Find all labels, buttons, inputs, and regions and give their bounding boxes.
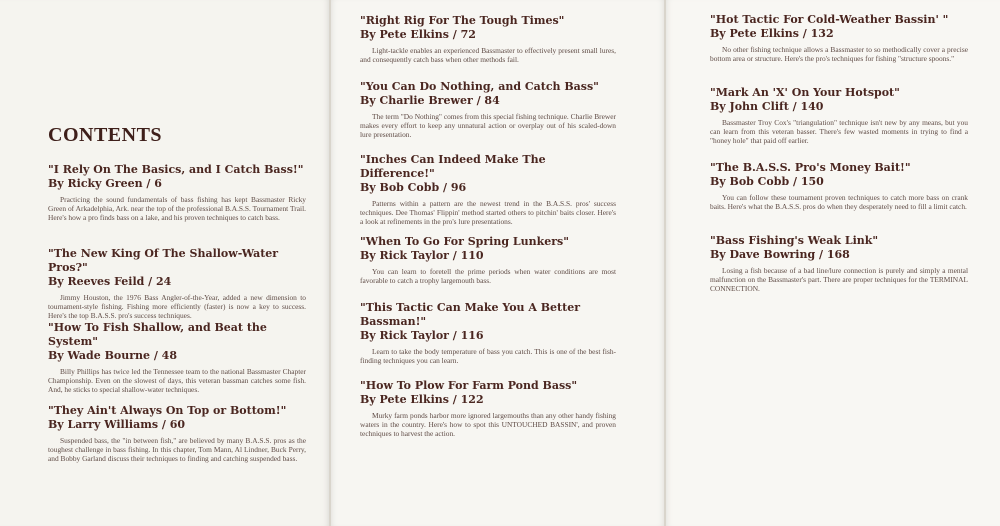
toc-entry <box>48 163 306 223</box>
entry-byline: By Reeves Feild / 24 <box>48 275 172 288</box>
entry-description: Patterns within a pattern are the newest trend in the B.A.S.S. pros' success techniques. Dee Thomas' Flippin' method started others to pitchin' baits closer. Here's a look at refinements in the pro's lure presentations. <box>360 199 616 227</box>
entry-byline: By Charlie Brewer / 84 <box>360 94 500 107</box>
toc-entry <box>710 86 968 146</box>
entry-description: Learn to take the body temperature of bass you catch. This is one of the best fish-finding techniques you can learn. <box>360 347 616 366</box>
entry-title: "You Can Do Nothing, and Catch Bass" <box>360 80 599 93</box>
contents-heading: CONTENTS <box>48 124 163 146</box>
entry-description: Jimmy Houston, the 1976 Bass Angler-of-the-Year, added a new dimension to tournament-style fishing. Fishing more efficiently (faster) is now a key to success. Here's the top B.A.S.S. pro's success techniques. <box>48 293 306 321</box>
toc-entry <box>48 247 306 321</box>
entry-description: Billy Phillips has twice led the Tennessee team to the national Bassmaster Chapter Championship. Even on the slowest of days, this veteran bassman catches some fish. And, he sticks to special shallow-water techniques. <box>48 367 306 395</box>
toc-entry <box>48 404 306 464</box>
entry-title: "This Tactic Can Make You A Better Bassman!" <box>360 301 580 328</box>
toc-entry <box>360 80 616 140</box>
entry-description: You can learn to foretell the prime periods when water conditions are most favorable to catch a trophy largemouth bass. <box>360 267 616 286</box>
entry-byline: By Pete Elkins / 122 <box>360 393 484 406</box>
entry-title: "Right Rig For The Tough Times" <box>360 14 565 27</box>
entry-title: "They Ain't Always On Top or Bottom!" <box>48 404 287 417</box>
entry-title: "How To Plow For Farm Pond Bass" <box>360 379 578 392</box>
entry-description: Light-tackle enables an experienced Bassmaster to effectively present small lures, and consequently catch bass when other methods fail. <box>360 46 616 65</box>
entry-title: "The B.A.S.S. Pro's Money Bait!" <box>710 161 911 174</box>
toc-entry <box>360 379 616 439</box>
entry-byline: By Rick Taylor / 116 <box>360 329 484 342</box>
entry-byline: By Pete Elkins / 132 <box>710 27 834 40</box>
toc-entry <box>710 234 968 294</box>
entry-title: "When To Go For Spring Lunkers" <box>360 235 569 248</box>
entry-title: "The New King Of The Shallow-Water Pros?" <box>48 247 279 274</box>
entry-description: Losing a fish because of a bad line/lure connection is purely and simply a mental malfunction on the Bassmaster's part. There are proper techniques for the TERMINAL CONNECTION. <box>710 266 968 294</box>
entry-byline: By Larry Williams / 60 <box>48 418 186 431</box>
toc-entry <box>360 235 616 285</box>
entry-title: "Inches Can Indeed Make The Difference!" <box>360 153 546 180</box>
entry-title: "I Rely On The Basics, and I Catch Bass!" <box>48 163 304 176</box>
entry-description: The term "Do Nothing" comes from this special fishing technique. Charlie Brewer makes every effort to keep any unnatural action or overplay out of his scaled-down lure presentation. <box>360 112 616 140</box>
toc-entry <box>710 161 968 211</box>
entry-byline: By Pete Elkins / 72 <box>360 28 476 41</box>
entry-title: "Mark An 'X' On Your Hotspot" <box>710 86 900 99</box>
entry-description: Bassmaster Troy Cox's "triangulation" technique isn't new by any means, but you can learn from this veteran basser. There's few wasted moments in trying to find a "honey hole" that paid off earlier. <box>710 118 968 146</box>
entry-description: No other fishing technique allows a Bassmaster to so methodically cover a precise bottom area or structure. Here's the pro's techniques for fishing "structure spoons." <box>710 45 968 64</box>
entry-description: Murky farm ponds harbor more ignored largemouths than any other handy fishing waters in the country. Here's how to spot this UNTOUCHED BASSIN', and proven techniques to harvest the action. <box>360 411 616 439</box>
toc-entry <box>360 153 616 227</box>
toc-entry <box>48 321 306 395</box>
entry-byline: By Rick Taylor / 110 <box>360 249 484 262</box>
toc-entry <box>360 301 616 365</box>
page-gutter <box>329 0 331 526</box>
entry-title: "Hot Tactic For Cold-Weather Bassin' " <box>710 13 949 26</box>
entry-description: Practicing the sound fundamentals of bass fishing has kept Bassmaster Ricky Green of Arkadelphia, Ark. near the top of the professional B.A.S.S. Tournament Trail. Here's how a pro finds bass on a lake, and his proven techniques to catch bass. <box>48 195 306 223</box>
entry-title: "How To Fish Shallow, and Beat the System" <box>48 321 267 348</box>
entry-byline: By Dave Bowring / 168 <box>710 248 850 261</box>
entry-title: "Bass Fishing's Weak Link" <box>710 234 879 247</box>
toc-entry <box>360 14 616 64</box>
entry-description: Suspended bass, the "in between fish," are believed by many B.A.S.S. pros as the toughest challenge in bass fishing. In this chapter, Tom Mann, Al Lindner, Buck Perry, and Bobby Garland discuss their techniques to finding and catching suspended bass. <box>48 436 306 464</box>
entry-byline: By Wade Bourne / 48 <box>48 349 177 362</box>
entry-byline: By Ricky Green / 6 <box>48 177 162 190</box>
entry-byline: By Bob Cobb / 96 <box>360 181 467 194</box>
entry-description: You can follow these tournament proven techniques to catch more bass on crank baits. Here's what the B.A.S.S. pros do when they desperately need to fill a limit catch. <box>710 193 968 212</box>
entry-byline: By Bob Cobb / 150 <box>710 175 824 188</box>
entry-byline: By John Clift / 140 <box>710 100 824 113</box>
toc-entry <box>710 13 968 63</box>
page-gutter <box>664 0 666 526</box>
